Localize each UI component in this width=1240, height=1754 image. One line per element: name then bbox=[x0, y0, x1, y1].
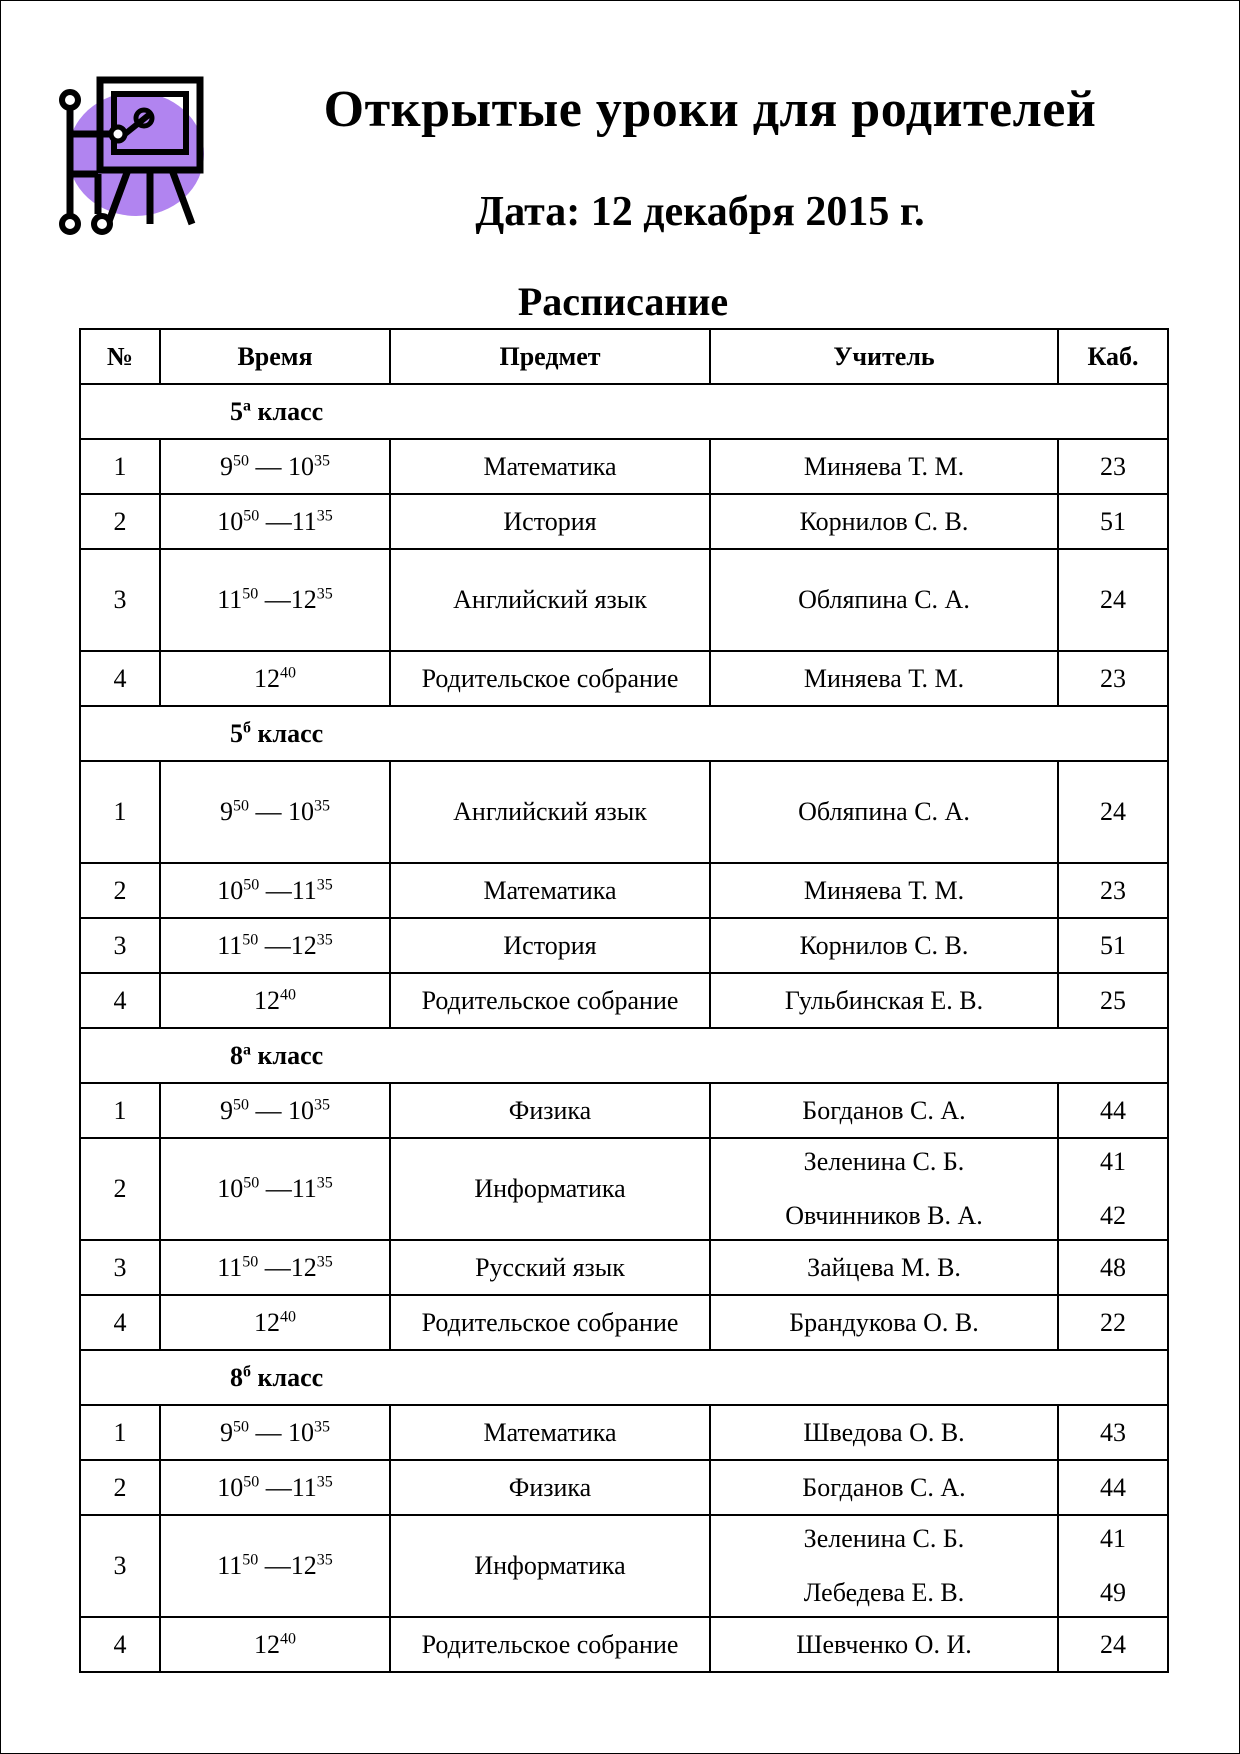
room-cell bbox=[1058, 973, 1168, 1028]
lesson-number: 1 bbox=[113, 1095, 127, 1125]
class-grade: 8 bbox=[230, 1040, 243, 1070]
column-header-number: № bbox=[80, 329, 160, 384]
end-minute-sup bbox=[314, 1418, 330, 1435]
end-minute: 35 bbox=[314, 1417, 330, 1435]
end-minute-sup bbox=[317, 931, 333, 948]
room-number: 41 bbox=[1100, 1524, 1126, 1553]
time-separator: — bbox=[259, 1174, 292, 1203]
end-minute-sup bbox=[314, 797, 330, 814]
teacher-cell bbox=[710, 918, 1058, 973]
teacher-cell bbox=[710, 1138, 1058, 1240]
start-hour: 9 bbox=[220, 451, 233, 481]
table-row bbox=[80, 439, 1168, 494]
end-hour: 11 bbox=[291, 1472, 317, 1502]
start-minute-sup bbox=[243, 876, 259, 893]
teacher-cell bbox=[710, 549, 1058, 651]
start-minute-sup bbox=[233, 797, 249, 814]
class-group-row bbox=[80, 706, 1168, 761]
start-hour: 9 bbox=[220, 1095, 233, 1125]
table-row bbox=[80, 761, 1168, 863]
teacher-name: Корнилов С. В. bbox=[799, 506, 969, 536]
end-minute: 35 bbox=[316, 1174, 333, 1192]
lesson-number: 3 bbox=[113, 585, 127, 614]
end-minute-sup bbox=[314, 1096, 330, 1113]
schedule-table bbox=[79, 328, 1169, 1673]
room-cell bbox=[1058, 1617, 1168, 1672]
start-minute: 50 bbox=[243, 875, 260, 893]
subject-cell bbox=[390, 761, 710, 863]
teacher-name: Миняева Т. М. bbox=[803, 451, 965, 481]
subject-cell bbox=[390, 549, 710, 651]
end-hour: 11 bbox=[291, 875, 317, 905]
start-hour: 11 bbox=[217, 1551, 243, 1580]
start-minute: 50 bbox=[243, 1174, 260, 1192]
lesson-number: 4 bbox=[113, 1307, 127, 1337]
room-cell bbox=[1058, 651, 1168, 706]
column-header-room: Каб. bbox=[1058, 329, 1168, 384]
class-word: класс bbox=[257, 396, 324, 426]
teacher-cell bbox=[710, 1240, 1058, 1295]
lesson-number-cell bbox=[80, 761, 160, 863]
subject-cell bbox=[390, 918, 710, 973]
subject-name: Физика bbox=[508, 1472, 592, 1502]
subject-name: Информатика bbox=[474, 1174, 626, 1203]
teacher-cell-stack bbox=[717, 1147, 1051, 1231]
start-hour: 10 bbox=[217, 506, 244, 536]
table-row bbox=[80, 1138, 1168, 1240]
column-header-time: Время bbox=[160, 329, 390, 384]
end-minute-sup bbox=[317, 1174, 333, 1191]
end-minute: 35 bbox=[316, 1472, 333, 1490]
class-letter: а bbox=[243, 1040, 251, 1058]
lesson-time-cell bbox=[160, 1405, 390, 1460]
time-separator: — bbox=[258, 1252, 291, 1282]
start-minute: 50 bbox=[242, 585, 259, 603]
lesson-number-cell bbox=[80, 494, 160, 549]
lesson-time-cell bbox=[160, 918, 390, 973]
lesson-number-cell bbox=[80, 1240, 160, 1295]
subject-name: Родительское собрание bbox=[421, 663, 679, 693]
room-number: 48 bbox=[1100, 1252, 1126, 1282]
room-number: 23 bbox=[1100, 451, 1126, 481]
time-separator: — bbox=[259, 875, 292, 905]
lesson-number-cell bbox=[80, 1295, 160, 1350]
end-hour: 11 bbox=[291, 506, 317, 536]
lesson-time-cell bbox=[160, 1460, 390, 1515]
start-minute: 50 bbox=[242, 930, 259, 948]
lesson-number: 3 bbox=[113, 930, 127, 960]
class-word: класс bbox=[257, 1362, 324, 1392]
teacher-name: Миняева Т. М. bbox=[803, 663, 965, 693]
room-number: 25 bbox=[1100, 985, 1126, 1015]
table-row bbox=[80, 918, 1168, 973]
room-number: 22 bbox=[1100, 1307, 1126, 1337]
time-separator: — bbox=[259, 506, 292, 536]
class-letter-sup bbox=[243, 1041, 251, 1058]
teacher-name: Миняева Т. М. bbox=[803, 875, 965, 905]
start-minute: 50 bbox=[233, 451, 249, 469]
start-minute: 40 bbox=[280, 1629, 296, 1647]
room-cell bbox=[1058, 1515, 1168, 1617]
time-separator: — bbox=[258, 1551, 291, 1580]
class-letter: б bbox=[243, 718, 251, 736]
start-minute-sup bbox=[243, 1174, 259, 1191]
start-minute: 50 bbox=[242, 1252, 259, 1270]
start-hour: 12 bbox=[254, 663, 280, 693]
subject-cell bbox=[390, 1138, 710, 1240]
room-number: 24 bbox=[1100, 1629, 1126, 1659]
room-cell bbox=[1058, 761, 1168, 863]
start-minute-sup bbox=[243, 507, 259, 524]
table-row bbox=[80, 1617, 1168, 1672]
start-minute-sup bbox=[280, 986, 296, 1003]
lesson-number-cell bbox=[80, 1515, 160, 1617]
subject-name: Английский язык bbox=[453, 585, 647, 614]
room-cell bbox=[1058, 549, 1168, 651]
room-number: 44 bbox=[1100, 1472, 1126, 1502]
start-hour: 10 bbox=[217, 1472, 244, 1502]
start-minute-sup bbox=[242, 585, 258, 602]
subject-cell bbox=[390, 1515, 710, 1617]
class-group-row bbox=[80, 384, 1168, 439]
teacher-name: Богданов С. А. bbox=[802, 1095, 966, 1125]
end-hour: 10 bbox=[288, 451, 314, 481]
lesson-time-cell bbox=[160, 973, 390, 1028]
subject-cell bbox=[390, 1240, 710, 1295]
end-minute: 35 bbox=[314, 1095, 330, 1113]
table-row bbox=[80, 1083, 1168, 1138]
lesson-time-cell bbox=[160, 1240, 390, 1295]
class-letter: б bbox=[243, 1362, 251, 1380]
class-letter: а bbox=[243, 396, 251, 414]
end-hour: 12 bbox=[290, 1252, 317, 1282]
time-separator: — bbox=[249, 797, 288, 826]
teacher-cell bbox=[710, 973, 1058, 1028]
end-minute-sup bbox=[317, 1473, 333, 1490]
start-minute: 50 bbox=[233, 797, 249, 815]
start-minute-sup bbox=[233, 452, 249, 469]
teacher-cell bbox=[710, 1617, 1058, 1672]
class-word: класс bbox=[257, 1040, 324, 1070]
subject-cell bbox=[390, 1295, 710, 1350]
lesson-number-cell bbox=[80, 1617, 160, 1672]
table-row bbox=[80, 549, 1168, 651]
subject-name: Родительское собрание bbox=[421, 1629, 679, 1659]
lesson-time-cell bbox=[160, 549, 390, 651]
column-header-teacher: Учитель bbox=[710, 329, 1058, 384]
end-minute-sup bbox=[317, 1253, 333, 1270]
end-minute-sup bbox=[317, 876, 333, 893]
teacher-name: Гульбинская Е. В. bbox=[784, 985, 984, 1015]
subject-cell bbox=[390, 1460, 710, 1515]
room-cell bbox=[1058, 1295, 1168, 1350]
start-hour: 9 bbox=[220, 1417, 233, 1447]
table-row bbox=[80, 1295, 1168, 1350]
table-row bbox=[80, 1460, 1168, 1515]
start-minute-sup bbox=[242, 1551, 258, 1568]
subject-name: История bbox=[503, 506, 597, 536]
lesson-number: 3 bbox=[113, 1252, 127, 1282]
time-separator: — bbox=[249, 1417, 288, 1447]
teacher-cell bbox=[710, 863, 1058, 918]
subject-cell bbox=[390, 973, 710, 1028]
room-number: 24 bbox=[1100, 585, 1126, 614]
end-minute: 35 bbox=[316, 585, 333, 603]
table-row bbox=[80, 494, 1168, 549]
page-title: Открытые уроки для родителей bbox=[323, 81, 1097, 138]
end-minute: 35 bbox=[316, 930, 333, 948]
lesson-number: 2 bbox=[113, 1472, 127, 1502]
subject-name: Математика bbox=[483, 1417, 617, 1447]
room-cell bbox=[1058, 918, 1168, 973]
table-header-row bbox=[80, 329, 1168, 384]
lesson-number-cell bbox=[80, 1138, 160, 1240]
subject-name: Математика bbox=[483, 451, 617, 481]
lesson-number-cell bbox=[80, 1460, 160, 1515]
end-hour: 11 bbox=[291, 1174, 317, 1203]
subject-name: Русский язык bbox=[475, 1252, 625, 1282]
lesson-number: 2 bbox=[113, 1174, 127, 1203]
lesson-number-cell bbox=[80, 973, 160, 1028]
teacher-name: Богданов С. А. bbox=[802, 1472, 966, 1502]
teacher-name: Обляпина С. А. bbox=[798, 797, 970, 826]
event-date: Дата: 12 декабря 2015 г. bbox=[475, 189, 925, 235]
time-separator: — bbox=[258, 585, 291, 614]
subject-name: Английский язык bbox=[453, 797, 647, 826]
lesson-number: 3 bbox=[113, 1551, 127, 1580]
subject-cell bbox=[390, 494, 710, 549]
teacher-cell bbox=[710, 1515, 1058, 1617]
start-minute: 40 bbox=[280, 1307, 296, 1325]
start-minute: 50 bbox=[233, 1095, 249, 1113]
time-separator: — bbox=[249, 1095, 288, 1125]
subject-name: Родительское собрание bbox=[421, 1307, 679, 1337]
teacher-cell bbox=[710, 1083, 1058, 1138]
start-hour: 9 bbox=[220, 797, 233, 826]
table-row bbox=[80, 651, 1168, 706]
room-number: 51 bbox=[1100, 506, 1126, 536]
end-minute: 35 bbox=[316, 1252, 333, 1270]
lesson-number-cell bbox=[80, 549, 160, 651]
room-number: 23 bbox=[1100, 875, 1126, 905]
table-row bbox=[80, 973, 1168, 1028]
lesson-time-cell bbox=[160, 1295, 390, 1350]
lesson-number: 4 bbox=[113, 985, 127, 1015]
lesson-number: 4 bbox=[113, 1629, 127, 1659]
end-minute-sup bbox=[317, 585, 333, 602]
end-hour: 12 bbox=[290, 585, 317, 614]
class-heading-cell bbox=[80, 1350, 1168, 1405]
schedule-body bbox=[80, 384, 1168, 1672]
start-minute: 50 bbox=[242, 1551, 259, 1569]
teacher-name: Зеленина С. Б. bbox=[803, 1147, 965, 1176]
lesson-number-cell bbox=[80, 1083, 160, 1138]
lesson-time-cell bbox=[160, 651, 390, 706]
lesson-number: 2 bbox=[113, 506, 127, 536]
start-minute-sup bbox=[280, 1308, 296, 1325]
room-cell bbox=[1058, 1405, 1168, 1460]
start-hour: 12 bbox=[254, 1307, 280, 1337]
room-number: 43 bbox=[1100, 1417, 1126, 1447]
lesson-time-cell bbox=[160, 1617, 390, 1672]
teacher-name: Лебедева Е. В. bbox=[803, 1578, 965, 1607]
subject-cell bbox=[390, 439, 710, 494]
room-number: 23 bbox=[1100, 663, 1126, 693]
start-minute-sup bbox=[280, 1630, 296, 1647]
lesson-number-cell bbox=[80, 918, 160, 973]
time-separator: — bbox=[259, 1472, 292, 1502]
start-hour: 10 bbox=[217, 875, 244, 905]
start-hour: 12 bbox=[254, 1629, 280, 1659]
room-cell-stack bbox=[1065, 1524, 1161, 1608]
room-cell bbox=[1058, 1083, 1168, 1138]
start-hour: 10 bbox=[217, 1174, 244, 1203]
start-minute: 40 bbox=[280, 663, 296, 681]
end-hour: 12 bbox=[290, 930, 317, 960]
class-letter-sup bbox=[243, 1363, 251, 1380]
subject-cell bbox=[390, 1617, 710, 1672]
start-minute: 50 bbox=[233, 1417, 249, 1435]
end-minute: 35 bbox=[316, 506, 333, 524]
end-minute-sup bbox=[314, 452, 330, 469]
start-minute: 50 bbox=[243, 1472, 260, 1490]
teacher-cell bbox=[710, 1460, 1058, 1515]
time-separator: — bbox=[258, 930, 291, 960]
start-hour: 11 bbox=[217, 585, 243, 614]
teacher-cell bbox=[710, 439, 1058, 494]
class-word: класс bbox=[257, 718, 324, 748]
lesson-number-cell bbox=[80, 439, 160, 494]
class-group-row bbox=[80, 1028, 1168, 1083]
room-cell bbox=[1058, 439, 1168, 494]
class-heading-cell bbox=[80, 706, 1168, 761]
teacher-name: Шевченко О. И. bbox=[796, 1629, 972, 1659]
lesson-time-cell bbox=[160, 1515, 390, 1617]
table-row bbox=[80, 1405, 1168, 1460]
lesson-time-cell bbox=[160, 494, 390, 549]
subject-cell bbox=[390, 863, 710, 918]
class-letter-sup bbox=[243, 719, 251, 736]
end-minute-sup bbox=[317, 507, 333, 524]
room-number: 44 bbox=[1100, 1095, 1126, 1125]
teacher-cell bbox=[710, 1405, 1058, 1460]
end-minute: 35 bbox=[314, 797, 330, 815]
end-hour: 10 bbox=[288, 797, 314, 826]
end-hour: 10 bbox=[288, 1417, 314, 1447]
lesson-number: 1 bbox=[113, 451, 127, 481]
lesson-number-cell bbox=[80, 1405, 160, 1460]
start-minute-sup bbox=[233, 1096, 249, 1113]
room-cell bbox=[1058, 494, 1168, 549]
start-minute-sup bbox=[242, 931, 258, 948]
lesson-number: 2 bbox=[113, 875, 127, 905]
table-row bbox=[80, 1240, 1168, 1295]
start-hour: 12 bbox=[254, 985, 280, 1015]
lesson-number: 4 bbox=[113, 663, 127, 693]
class-group-row bbox=[80, 1350, 1168, 1405]
teacher-name: Зеленина С. Б. bbox=[803, 1524, 965, 1553]
room-number: 41 bbox=[1100, 1147, 1126, 1176]
start-minute: 40 bbox=[280, 985, 296, 1003]
teacher-name: Обляпина С. А. bbox=[798, 585, 970, 614]
class-grade: 8 bbox=[230, 1362, 243, 1392]
room-cell bbox=[1058, 1138, 1168, 1240]
subject-name: Родительское собрание bbox=[421, 985, 679, 1015]
end-hour: 10 bbox=[288, 1095, 314, 1125]
lesson-number-cell bbox=[80, 651, 160, 706]
teacher-name: Овчинников В. А. bbox=[785, 1201, 983, 1230]
lesson-number-cell bbox=[80, 863, 160, 918]
lesson-time-cell bbox=[160, 863, 390, 918]
class-heading-cell bbox=[80, 1028, 1168, 1083]
class-heading-cell bbox=[80, 384, 1168, 439]
column-header-subject: Предмет bbox=[390, 329, 710, 384]
room-number: 51 bbox=[1100, 930, 1126, 960]
room-cell-stack bbox=[1065, 1147, 1161, 1231]
schedule-caption: Расписание bbox=[517, 279, 729, 324]
lesson-number: 1 bbox=[113, 797, 127, 826]
teacher-cell-stack bbox=[717, 1524, 1051, 1608]
teacher-name: Корнилов С. В. bbox=[799, 930, 969, 960]
start-hour: 11 bbox=[217, 1252, 243, 1282]
room-cell bbox=[1058, 863, 1168, 918]
table-row bbox=[80, 1515, 1168, 1617]
subject-cell bbox=[390, 651, 710, 706]
room-cell bbox=[1058, 1460, 1168, 1515]
teacher-name: Шведова О. В. bbox=[803, 1417, 965, 1447]
time-separator: — bbox=[249, 451, 288, 481]
end-minute: 35 bbox=[314, 451, 330, 469]
end-minute-sup bbox=[317, 1551, 333, 1568]
lesson-time-cell bbox=[160, 439, 390, 494]
end-minute: 35 bbox=[316, 875, 333, 893]
subject-name: История bbox=[503, 930, 597, 960]
end-hour: 12 bbox=[290, 1551, 317, 1580]
start-minute-sup bbox=[233, 1418, 249, 1435]
start-minute-sup bbox=[280, 664, 296, 681]
table-row bbox=[80, 863, 1168, 918]
lesson-time-cell bbox=[160, 1138, 390, 1240]
start-minute: 50 bbox=[243, 506, 260, 524]
teacher-cell bbox=[710, 761, 1058, 863]
start-minute-sup bbox=[243, 1473, 259, 1490]
start-hour: 11 bbox=[217, 930, 243, 960]
teacher-name: Зайцева М. В. bbox=[807, 1252, 961, 1282]
end-minute: 35 bbox=[316, 1551, 333, 1569]
teacher-name: Брандукова О. В. bbox=[789, 1307, 979, 1337]
subject-cell bbox=[390, 1083, 710, 1138]
room-number: 42 bbox=[1100, 1201, 1126, 1230]
start-minute-sup bbox=[242, 1253, 258, 1270]
teacher-cell bbox=[710, 651, 1058, 706]
class-letter-sup bbox=[243, 397, 251, 414]
room-cell bbox=[1058, 1240, 1168, 1295]
subject-name: Физика bbox=[508, 1095, 592, 1125]
teacher-cell bbox=[710, 494, 1058, 549]
room-number: 49 bbox=[1100, 1578, 1126, 1607]
subject-name: Математика bbox=[483, 875, 617, 905]
subject-cell bbox=[390, 1405, 710, 1460]
room-number: 24 bbox=[1100, 797, 1126, 826]
lesson-time-cell bbox=[160, 761, 390, 863]
lesson-number: 1 bbox=[113, 1417, 127, 1447]
lesson-time-cell bbox=[160, 1083, 390, 1138]
teacher-cell bbox=[710, 1295, 1058, 1350]
subject-name: Информатика bbox=[474, 1551, 626, 1580]
class-grade: 5 bbox=[230, 718, 243, 748]
class-grade: 5 bbox=[230, 396, 243, 426]
